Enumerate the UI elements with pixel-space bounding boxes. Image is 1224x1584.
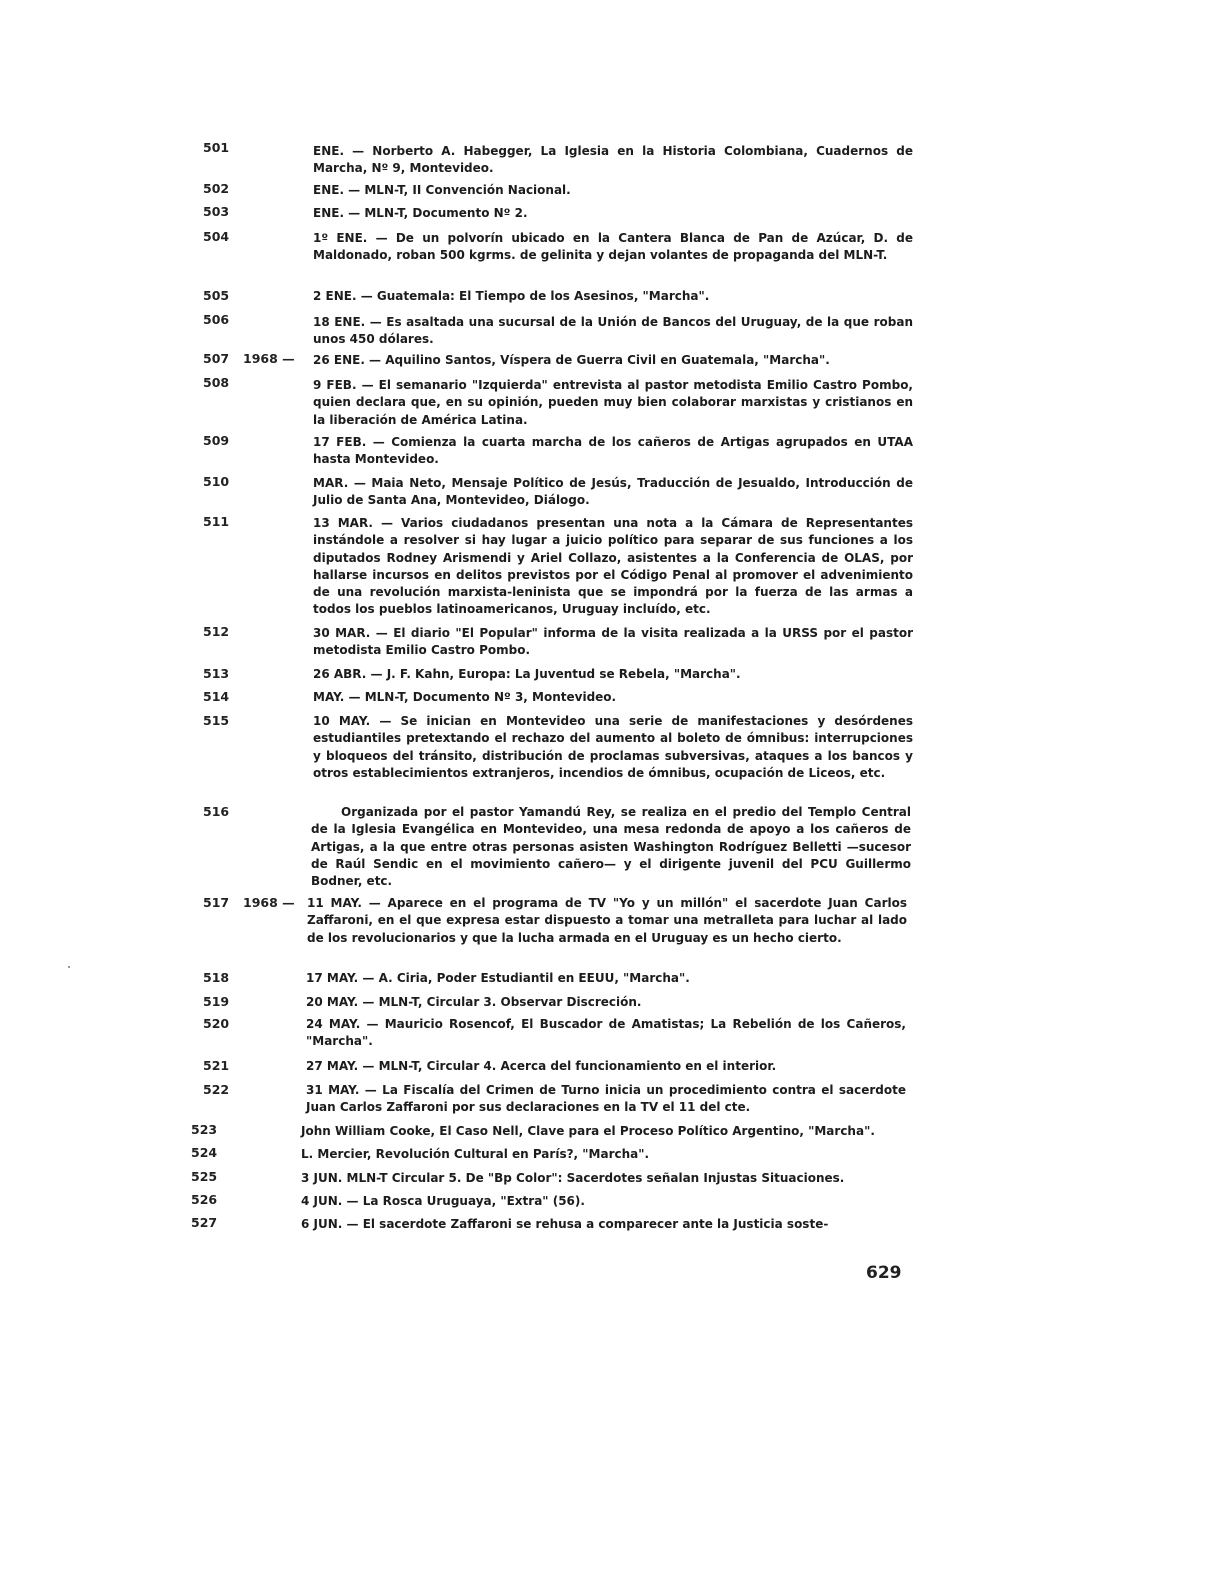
entry-number: 508 bbox=[203, 375, 230, 390]
entry-number: 511 bbox=[203, 514, 230, 529]
entry-text: 18 ENE. — Es asaltada una sucursal de la Unión de Bancos del Uruguay, de la que roban unos 450 dólares. bbox=[313, 315, 913, 347]
entry-text: MAR. — Maia Neto, Mensaje Político de Jesús, Traducción de Jesualdo, Introducción de Julio de Santa Ana, Montevideo, Diálogo. bbox=[313, 476, 913, 508]
scan-speck bbox=[68, 966, 70, 968]
entry-text: ENE. — MLN-T, II Convención Nacional. bbox=[313, 183, 571, 197]
entry-number: 516 bbox=[203, 804, 230, 819]
entry-text: 20 MAY. — MLN-T, Circular 3. Observar Discreción. bbox=[306, 995, 642, 1009]
entry-number: 521 bbox=[203, 1058, 230, 1073]
entry-year: 1968 — bbox=[243, 351, 295, 366]
entry-text: 3 JUN. MLN-T Circular 5. De "Bp Color": Sacerdotes señalan Injustas Situaciones. bbox=[301, 1171, 845, 1185]
entry-number: 526 bbox=[191, 1192, 218, 1207]
entry-number: 501 bbox=[203, 140, 230, 155]
entry-number: 525 bbox=[191, 1169, 218, 1184]
page-number: 629 bbox=[866, 1263, 902, 1283]
entry-text: 24 MAY. — Mauricio Rosencof, El Buscador de Amatistas; La Rebelión de los Cañeros, "Marcha". bbox=[306, 1017, 906, 1049]
entry-text: 9 FEB. — El semanario "Izquierda" entrevista al pastor metodista Emilio Castro Pombo, quien declara que, en su opinión, pueden muy bien colaborar marxistas y cristianos en la liberación de América Latina. bbox=[313, 378, 913, 427]
entry-text: 10 MAY. — Se inician en Montevideo una serie de manifestaciones y desórdenes estudiantiles pretextando el rechazo del aumento al boleto de ómnibus: interrupciones y bloqueos del tránsito, distribución de proclamas subversivas, ataques a los bancos y otros establecimientos extranjeros, incendios de ómnibus, ocupación de Liceos, etc. bbox=[313, 714, 913, 780]
entry-number: 524 bbox=[191, 1145, 218, 1160]
entry-number: 527 bbox=[191, 1215, 218, 1230]
entry-number: 518 bbox=[203, 970, 230, 985]
entry-number: 520 bbox=[203, 1016, 230, 1031]
entry-text: MAY. — MLN-T, Documento Nº 3, Montevideo. bbox=[313, 690, 617, 704]
entry-number: 519 bbox=[203, 994, 230, 1009]
entry-number: 512 bbox=[203, 624, 230, 639]
entry-text: 13 MAR. — Varios ciudadanos presentan una nota a la Cámara de Representantes instándole a resolver si hay lugar a juicio político para separar de sus funciones a los diputados Rodney Arismendi y Ariel Collazo, asistentes a la Conferencia de OLAS, por hallarse incursos en delitos previstos por el Código Penal al promover el advenimiento de una revolución marxista-leninista que se impondrá por la fuerza de las armas a todos los pueblos latinoamericanos, Uruguay incluído, etc. bbox=[313, 516, 913, 617]
entry-text: 26 ABR. — J. F. Kahn, Europa: La Juventud se Rebela, "Marcha". bbox=[313, 667, 741, 681]
entry-text: 30 MAR. — El diario "El Popular" informa de la visita realizada a la URSS por el pastor metodista Emilio Castro Pombo. bbox=[313, 626, 913, 658]
entry-text: John William Cooke, El Caso Nell, Clave para el Proceso Político Argentino, "Marcha". bbox=[301, 1124, 875, 1138]
entry-text: 11 MAY. — Aparece en el programa de TV "Yo y un millón" el sacerdote Juan Carlos Zaffaroni, en el que expresa estar dispuesto a tomar una metralleta para luchar al lado de los revolucionarios y que la lucha armada en el Uruguay es un hecho cierto. bbox=[307, 896, 907, 945]
entry-text: 26 ENE. — Aquilino Santos, Víspera de Guerra Civil en Guatemala, "Marcha". bbox=[313, 353, 830, 367]
entry-text: 1º ENE. — De un polvorín ubicado en la Cantera Blanca de Pan de Azúcar, D. de Maldonado, roban 500 kgrms. de gelinita y dejan volantes de propaganda del MLN-T. bbox=[313, 231, 913, 263]
entry-number: 523 bbox=[191, 1122, 218, 1137]
entry-text: ENE. — MLN-T, Documento Nº 2. bbox=[313, 206, 528, 220]
entry-text: 31 MAY. — La Fiscalía del Crimen de Turno inicia un procedimiento contra el sacerdote Juan Carlos Zaffaroni por sus declaraciones en la TV el 11 del cte. bbox=[306, 1083, 906, 1115]
entry-number: 506 bbox=[203, 312, 230, 327]
entry-text: 27 MAY. — MLN-T, Circular 4. Acerca del funcionamiento en el interior. bbox=[306, 1059, 777, 1073]
entry-text: 4 JUN. — La Rosca Uruguaya, "Extra" (56). bbox=[301, 1194, 585, 1208]
entry-text: ENE. — Norberto A. Habegger, La Iglesia en la Historia Colombiana, Cuadernos de Marcha, Nº 9, Montevideo. bbox=[313, 144, 913, 176]
entry-number: 502 bbox=[203, 181, 230, 196]
entry-text: 17 FEB. — Comienza la cuarta marcha de los cañeros de Artigas agrupados en UTAA hasta Montevideo. bbox=[313, 435, 913, 467]
entry-number: 504 bbox=[203, 229, 230, 244]
entry-text: Organizada por el pastor Yamandú Rey, se realiza en el predio del Templo Central de la Iglesia Evangélica en Montevideo, una mesa redonda de apoyo a los cañeros de Artigas, a la que entre otras personas asisten Washington Rodríguez Belletti —sucesor de Raúl Sendic en el movimiento cañero— y el dirigente juvenil del PCU Guillermo Bodner, etc. bbox=[311, 805, 911, 889]
entry-number: 503 bbox=[203, 204, 230, 219]
entry-text: 2 ENE. — Guatemala: El Tiempo de los Asesinos, "Marcha". bbox=[313, 289, 710, 303]
entry-number: 522 bbox=[203, 1082, 230, 1097]
entry-number: 507 bbox=[203, 351, 230, 366]
entry-number: 510 bbox=[203, 474, 230, 489]
entry-number: 515 bbox=[203, 713, 230, 728]
entry-number: 513 bbox=[203, 666, 230, 681]
entry-number: 505 bbox=[203, 288, 230, 303]
entry-text: L. Mercier, Revolución Cultural en París?, "Marcha". bbox=[301, 1147, 650, 1161]
entry-number: 517 bbox=[203, 895, 230, 910]
entry-year: 1968 — bbox=[243, 895, 295, 910]
entry-text: 17 MAY. — A. Ciria, Poder Estudiantil en EEUU, "Marcha". bbox=[306, 971, 690, 985]
entry-number: 514 bbox=[203, 689, 230, 704]
entry-text: 6 JUN. — El sacerdote Zaffaroni se rehusa a comparecer ante la Justicia soste- bbox=[301, 1217, 829, 1231]
entry-number: 509 bbox=[203, 433, 230, 448]
